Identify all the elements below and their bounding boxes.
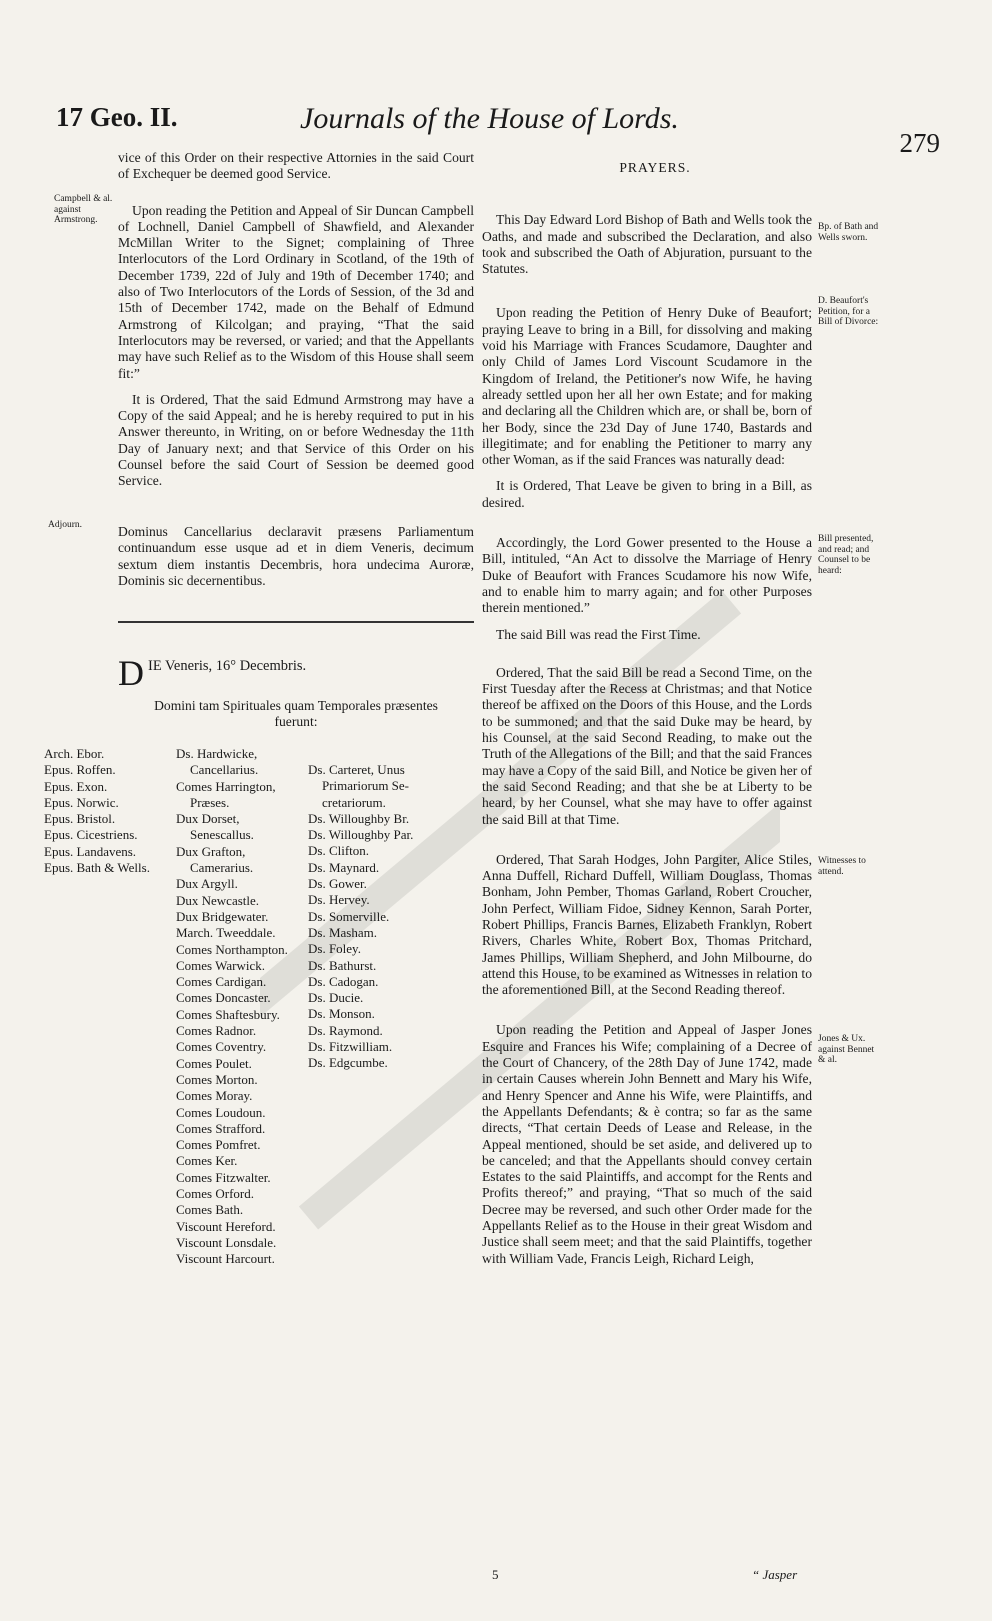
lord-entry: Comes Coventry.	[176, 1039, 267, 1055]
lord-entry: Ds. Cadogan.	[308, 973, 379, 989]
barons-list	[308, 762, 413, 1072]
catchword: “ Jasper	[752, 1567, 798, 1582]
lord-entry: Comes Orford.	[176, 1186, 254, 1202]
witnesses-order: Ordered, That Sarah Hodges, John Pargiter, Alice Stiles, Anna Duffell, Richard Duffell, William Douglass, Thomas Bonham, John Pember, Thomas Garland, Robert Croucher, John Perfect, William Fidoe, Sidney Kennon, Sarah Porter, Robert Phillips, Francis Barnes, Elizabeth Franklyn, Robert Rivers, Charles White, Robert Box, Thomas Pritchard, James Phillips, William Shepherd, and John Milbourne, do attend this House, to be examined as Witnesses in relation to the aforementioned Bill, at the Second Reading thereof.	[482, 851, 812, 998]
lord-entry: Dux Dorset,	[176, 811, 240, 827]
lord-entry: Præses.	[190, 794, 230, 810]
lord-entry: Epus. Exon.	[44, 778, 108, 794]
lord-entry: Camerarius.	[190, 860, 254, 876]
lord-entry: Comes Loudoun.	[176, 1104, 266, 1120]
campbell-petition: Upon reading the Petition and Appeal of Sir Duncan Campbell of Lochnell, Daniel Campbell of Shawfield, and Alexander McMillan Writer to the Signet; complaining of Three Interlocutors of the Lord Ordinary in Scotland, of the 19th of December 1739, 22d of July and 19th of December 1740; and also of Two Interlocutors of the Lords of Session, of the 3d and 15th of December 1742, made on the Behalf of Edmund Armstrong of Kilcolgan; and praying, “That the said Interlocutors may be reversed, or varied; and that the Appellants may have such Relief as to the Wisdom of this House shall seem fit:”	[118, 202, 474, 381]
lord-entry: Arch. Ebor.	[44, 746, 105, 761]
lord-entry: Comes Radnor.	[176, 1023, 257, 1039]
margin-note-campbell: Campbell & al. against Armstrong.	[54, 194, 113, 225]
lord-entry: Viscount Harcourt.	[176, 1251, 275, 1267]
lord-entry: Ds. Willoughby Br.	[308, 810, 410, 826]
lord-entry: Epus. Bristol.	[44, 811, 116, 827]
page-header	[0, 102, 992, 158]
lord-entry: Ds. Raymond.	[308, 1022, 383, 1038]
lord-entry: Ds. Carteret, Unus	[308, 762, 405, 777]
lord-entry: Ds. Somerville.	[308, 908, 390, 924]
drop-cap: D	[118, 653, 144, 693]
lord-entry: Comes Moray.	[176, 1088, 253, 1104]
jones-petition: Upon reading the Petition and Appeal of Jasper Jones Esquire and Frances his Wife; complaining of a Decree of the Court of Chancery, of the 28th Day of June 1742, made in certain Causes wherein John Bennett and Mary his Wife, and Henry Spencer and Anne his Wife, were Plaintiffs, and the Appellants Defendants; & è contra; so far as the same directs, “That certain Deeds of Lease and Release, in the Appeal mentioned, should be set aside, and delivered up to be canceled; and that the Appellants should convey certain Estates to the said Plaintiffs, and accompt for the Rents and Profits thereof;” and praying, “That so much of the said Decree may be reversed, and such other Order made for the Appellants Relief as to the House in their great Wisdom and Justice shall seem meet; and that the said Plaintiffs, together with William Vade, Francis Leigh, Richard Leigh,	[482, 1022, 812, 1266]
lord-entry: Comes Fitzwalter.	[176, 1169, 271, 1185]
lord-entry: Ds. Hardwicke,	[176, 746, 258, 761]
die-heading-text: IE Veneris, 16° Decembris.	[148, 658, 307, 674]
continuation-paragraph: vice of this Order on their respective Attornies in the said Court of Exchequer be deemed good Service.	[118, 150, 474, 182]
lord-entry: Dux Bridgewater.	[176, 908, 269, 924]
campbell-order: It is Ordered, That the said Edmund Armstrong may have a Copy of the said Appeal; and he is hereby required to put in his Answer thereunto, in Writing, on or before Wednesday the 11th Day of January next; and that Service of this Order on his Counsel before the said Court of Session be deemed good Service.	[118, 391, 474, 489]
lord-entry: Comes Shaftesbury.	[176, 1006, 280, 1022]
lord-entry: Epus. Landavens.	[44, 843, 137, 859]
lord-entry: Comes Warwick.	[176, 957, 265, 973]
lord-entry: Ds. Gower.	[308, 876, 367, 892]
lord-entry: Ds. Monson.	[308, 1006, 375, 1022]
lord-entry: Comes Strafford.	[176, 1120, 266, 1136]
lord-entry: Primariorum Se-	[322, 778, 410, 794]
lord-entry: Ds. Masham.	[308, 924, 377, 940]
adjourn-paragraph: Dominus Cancellarius declaravit præsens Parliamentum continuandum esse usque ad et in diem Veneris, decimum sextum diem instantis Decembris, hora undecima Auroræ, Dominis sic decernentibus.	[118, 524, 474, 588]
lord-entry: Ds. Hervey.	[308, 892, 370, 908]
margin-note-jones: Jones & Ux. against Bennet & al.	[818, 1034, 875, 1065]
lord-entry: Dux Newcastle.	[176, 892, 260, 908]
first-reading: The said Bill was read the First Time.	[496, 626, 701, 642]
lord-entry: Ds. Ducie.	[308, 990, 364, 1006]
lord-entry: Ds. Willoughby Par.	[308, 827, 414, 843]
margin-note-witnesses: Witnesses to attend.	[818, 856, 866, 877]
journal-title: Journals of the House of Lords.	[300, 102, 679, 135]
domini-line: Domini tam Spirituales quam Temporales præsentes fuerunt:	[154, 698, 438, 730]
margin-note-bill-presented: Bill presented, and read; and Counsel to be heard:	[818, 534, 874, 576]
lord-entry: Ds. Edgcumbe.	[308, 1055, 388, 1071]
section-divider	[118, 621, 474, 623]
lord-entry: March. Tweeddale.	[176, 925, 276, 941]
bill-presented: Accordingly, the Lord Gower presented to the House a Bill, intituled, “An Act to dissolve the Marriage of Henry Duke of Beaufort with Frances Scudamore his now Wife, and to enable him to marry again; and for other Purposes therein mentioned.”	[482, 535, 812, 616]
prayers-heading: PRAYERS.	[619, 160, 691, 175]
temporal-lords-list	[176, 746, 288, 1268]
lord-entry: Ds. Maynard.	[308, 859, 380, 875]
page-number: 279	[899, 128, 940, 158]
margin-note-beaufort: D. Beaufort's Petition, for a Bill of Divorce:	[818, 296, 879, 327]
lord-entry: Dux Grafton,	[176, 843, 246, 859]
die-heading	[118, 653, 474, 693]
lord-entry: Comes Ker.	[176, 1153, 238, 1169]
lord-entry: Ds. Fitzwilliam.	[308, 1039, 393, 1055]
lord-entry: Comes Bath.	[176, 1202, 244, 1218]
lord-entry: Viscount Hereford.	[176, 1218, 276, 1234]
lord-entry: Epus. Cicestriens.	[44, 827, 138, 843]
lord-entry: Viscount Lonsdale.	[176, 1234, 277, 1250]
lord-entry: Comes Poulet.	[176, 1055, 252, 1071]
right-column	[482, 160, 812, 1267]
lord-entry: Cancellarius.	[190, 762, 259, 778]
left-column	[118, 150, 474, 490]
leave-order: It is Ordered, That Leave be given to bring in a Bill, as desired.	[482, 478, 812, 510]
beaufort-petition: Upon reading the Petition of Henry Duke of Beaufort; praying Leave to bring in a Bill, for dissolving and making void his Marriage with Frances Scudamore, Daughter and only Child of James Lord Viscount Scudamore in the Kingdom of Ireland, the Petitioner's now Wife, he having already settled upon her all her own Estate; and for making and declaring all the Children which are, or shall be, born of her Body, since the 23d Day of June 1740, Bastards and illegitimate; and for enabling the Petitioner to marry any other Woman, as if the said Frances was naturally dead:	[482, 305, 812, 468]
margin-note-adjourn: Adjourn.	[48, 520, 83, 530]
bath-wells-paragraph: This Day Edward Lord Bishop of Bath and Wells took the Oaths, and made and subscribed the Declaration, and also took and subscribed the Oath of Abjuration, pursuant to the Statutes.	[482, 212, 812, 277]
lord-entry: cretariorum.	[322, 794, 386, 810]
lord-entry: Comes Pomfret.	[176, 1137, 261, 1153]
lord-entry: Comes Morton.	[176, 1071, 258, 1087]
lord-entry: Comes Harrington,	[176, 778, 276, 794]
spiritual-lords-list	[44, 746, 150, 876]
lord-entry: Ds. Clifton.	[308, 843, 370, 859]
lord-entry: Comes Northampton.	[176, 941, 288, 957]
lord-entry: Senescallus.	[190, 827, 254, 843]
lord-entry: Comes Cardigan.	[176, 974, 267, 990]
lord-entry: Ds. Foley.	[308, 941, 361, 957]
lord-entry: Comes Doncaster.	[176, 990, 271, 1006]
second-reading-order: Ordered, That the said Bill be read a Second Time, on the First Tuesday after the Recess at Christmas; and that Notice thereof be affixed on the Doors of this House, and the Lords to be summoned; and that the said Duke may be heard, by his Counsel, at the said Second Reading, to make out the Truth of the Allegations of the Bill; and that the said Frances may have a Copy of the said Bill, and Notice be given her of the said Second Reading; and that she be at Liberty to be heard, by her Counsel, what she may have to offer against the said Bill at that Time.	[482, 664, 812, 827]
lord-entry: Dux Argyll.	[176, 876, 238, 892]
lord-entry: Epus. Roffen.	[44, 762, 116, 778]
regnal-year: 17 Geo. II.	[56, 102, 178, 132]
margin-note-bath-wells: Bp. of Bath and Wells sworn.	[818, 222, 879, 243]
lord-entry: Epus. Norwic.	[44, 794, 119, 810]
lord-entry: Ds. Bathurst.	[308, 957, 377, 973]
signature-mark: 5	[492, 1567, 499, 1582]
lord-entry: Epus. Bath & Wells.	[44, 860, 150, 876]
